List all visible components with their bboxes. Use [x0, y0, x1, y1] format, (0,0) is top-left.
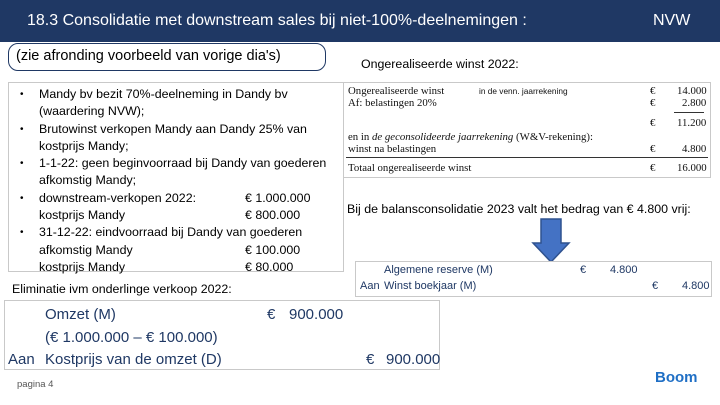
fact-line	[39, 224, 343, 241]
fact-line-text: kostprijs Mandy;	[39, 138, 129, 153]
reference-note-text: (zie afronding voorbeeld van vorige dia's)	[16, 48, 281, 64]
unrealised-profit-label: Ongerealiseerde winst 2022:	[361, 57, 519, 71]
publisher-logo: Boom	[655, 369, 698, 386]
bullet-icon: •	[20, 158, 24, 170]
fact-item	[9, 86, 343, 121]
ut-row5-amount: 4.800	[682, 143, 707, 155]
fact-line-amount: € 1.000.000	[245, 190, 311, 205]
fact-line	[39, 207, 343, 224]
fact-item	[9, 224, 343, 276]
reference-note	[8, 43, 326, 71]
fact-line	[39, 121, 343, 138]
fact-line-text: 31-12-22: eindvoorraad bij Dandy van goederen	[39, 225, 303, 240]
bullet-icon: •	[20, 192, 24, 204]
ut-row6-currency: €	[650, 162, 656, 174]
fact-line-text: downstream-verkopen 2022:	[39, 190, 197, 205]
slide-title: 18.3 Consolidatie met downstream sales bij niet-100%-deelnemingen :	[27, 12, 527, 29]
bullet-icon: •	[20, 227, 24, 239]
facts-box	[8, 82, 344, 272]
fact-line-text: Mandy bv bezit 70%-deelneming in Dandy bv	[39, 87, 288, 101]
balance-entry	[355, 261, 712, 297]
fact-line-text: Brutowinst verkopen Mandy aan Dandy 25% van	[39, 121, 307, 136]
ut-row2-currency: €	[650, 97, 656, 109]
ut-row4-text	[348, 131, 593, 143]
page-number: pagina 4	[17, 379, 54, 390]
fact-line-text: kostprijs Mandy	[39, 259, 126, 274]
ut-row2-amount: 2.800	[682, 97, 707, 109]
fact-line-text: (waardering NVW);	[39, 104, 145, 119]
elim-row1-label: Omzet (M)	[45, 306, 116, 323]
consolidation-note: Bij de balansconsolidatie 2023 valt het bedrag van € 4.800 vrij:	[347, 202, 691, 216]
ut-row3-amount: 11.200	[677, 117, 707, 129]
elim-row1-amount: 900.000	[289, 306, 344, 323]
fact-line-text: 1-1-22: geen beginvoorraad bij Dandy van goederen	[39, 156, 327, 171]
bullet-icon: •	[20, 123, 24, 135]
ut-total-rule	[346, 157, 708, 158]
ut-row3-currency: €	[650, 117, 656, 129]
fact-line	[39, 190, 343, 207]
fact-item	[9, 190, 343, 225]
elimination-entry	[4, 300, 440, 370]
fact-line	[39, 259, 343, 276]
fact-line	[39, 242, 343, 259]
fact-line-amount: € 100.000	[245, 242, 301, 257]
facts-list	[9, 86, 343, 276]
fact-line	[39, 155, 343, 172]
fact-line	[39, 172, 343, 189]
fact-item	[9, 121, 343, 156]
ut-row6-label: Totaal ongerealiseerde winst	[348, 162, 472, 174]
ut-row1-label: Ongerealiseerde winst	[348, 85, 445, 97]
ut-row5-label: winst na belastingen	[348, 143, 437, 155]
elim-row1-currency: €	[267, 306, 276, 323]
bullet-icon: •	[20, 89, 24, 100]
fact-line	[39, 103, 343, 120]
elim-row2-label: (€ 1.000.000 – € 100.000)	[45, 329, 218, 346]
ut-row4-suffix: (W&V-rekening):	[513, 131, 593, 143]
down-arrow-icon	[531, 218, 571, 264]
elim-row3-amount: 900.000	[386, 351, 441, 368]
bal-row2-currency: €	[652, 280, 659, 292]
bal-row2-prefix: Aan	[360, 280, 380, 292]
unrealised-profit-table	[343, 82, 711, 178]
bal-row1-label: Algemene reserve (M)	[384, 264, 493, 276]
fact-line-amount: € 800.000	[245, 208, 301, 223]
ut-note: in de venn. jaarrekening	[479, 86, 568, 96]
fact-line	[39, 86, 343, 103]
bal-row2-amount: 4.800	[682, 280, 710, 292]
ut-row4-italic: de geconsolideerde jaarrekening	[372, 131, 514, 143]
elimination-label: Eliminatie ivm onderlinge verkoop 2022:	[12, 282, 232, 296]
fact-line-text: afkomstig Mandy;	[39, 173, 137, 188]
ut-subtotal-rule	[674, 112, 704, 113]
ut-row5-currency: €	[650, 143, 656, 155]
elim-row3-label: Kostprijs van de omzet (D)	[45, 351, 222, 368]
fact-line-amount: € 80.000	[245, 259, 294, 274]
bal-row1-currency: €	[580, 264, 587, 276]
ut-row1-amount: 14.000	[677, 85, 707, 97]
title-bar	[0, 0, 720, 42]
ut-row1-currency: €	[650, 85, 656, 97]
fact-line-text: afkomstig Mandy	[39, 242, 133, 257]
bal-row1-amount: 4.800	[610, 264, 638, 276]
elim-row3-prefix: Aan	[8, 351, 35, 368]
bal-row2-label: Winst boekjaar (M)	[384, 280, 477, 292]
fact-line-text: kostprijs Mandy	[39, 208, 126, 223]
fact-item	[9, 155, 343, 190]
ut-row4-prefix: en in	[348, 131, 372, 143]
fact-line	[39, 138, 343, 155]
ut-row6-amount: 16.000	[677, 162, 707, 174]
method-tag: NVW	[653, 12, 691, 29]
elim-row3-currency: €	[366, 351, 375, 368]
ut-row2-label: Af: belastingen 20%	[348, 97, 437, 109]
